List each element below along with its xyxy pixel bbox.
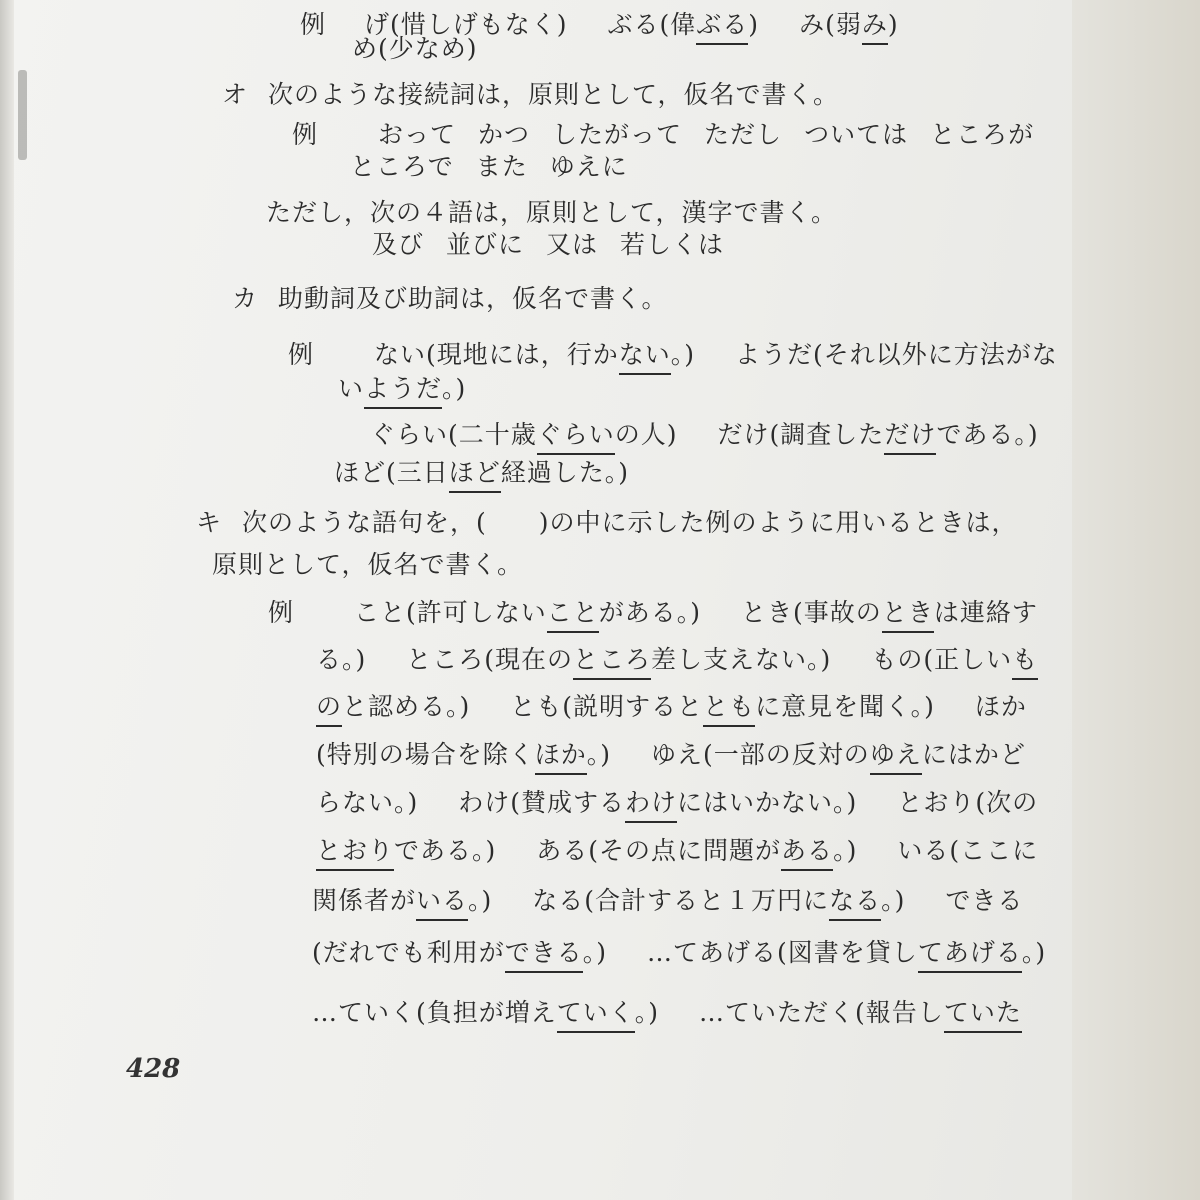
text-segment: ほど(三日 [334,458,449,487]
text-segment: かつ [478,120,531,149]
text-segment: 。) [468,886,493,915]
underlined-word: の [316,690,342,727]
text-segment: ) [887,10,899,39]
text-segment: もの(正しい [871,645,1013,674]
underlined-word: こと [547,596,599,633]
underlined-word: ほか [535,738,587,775]
text-segment: げ(惜しげもなく) [364,10,568,39]
underlined-word: だけ [884,418,936,455]
page-number: 428 [126,1054,181,1084]
text-line [232,282,668,316]
underlined-word: ていた [944,996,1022,1033]
text-line [316,738,1026,775]
text-segment: と認める。) [342,692,471,721]
text-segment: は連絡す [933,598,1038,627]
text-segment: わけ(賛成する [458,788,626,817]
text-segment: また [475,152,528,181]
text-segment: み(弱 [799,10,862,39]
text-segment: 。) [582,938,608,967]
text-line [316,786,1038,823]
item-label: オ [222,80,249,109]
text-segment: 関係者が [312,886,417,915]
text-line [312,936,1046,973]
text-segment: ぐらい(二十歳 [370,420,537,449]
text-segment: なる(合計すると１万円に [532,886,830,915]
underlined-word: とおり [316,834,394,871]
text-segment: できる [945,886,1024,915]
text-segment: ところが [930,120,1035,149]
text-line [316,690,1027,727]
text-segment: 次のような接続詞は，原則として，仮名で書く。 [268,80,840,109]
text-segment: ある(その点に問題が [536,836,782,865]
page-edge [1072,0,1200,1200]
page-gutter [0,0,14,1200]
item-label: カ [232,284,259,313]
text-segment: …てあげる(図書を貸し [647,938,918,967]
underlined-word: ていく [557,996,635,1033]
underlined-word: ぐらい [537,418,615,455]
text-segment: とおり(次の [897,788,1039,817]
text-line [268,596,1038,633]
text-segment: 。) [881,886,906,915]
text-segment: 及び [372,230,425,259]
text-segment: 。) [1021,938,1047,967]
item-label: キ [196,508,223,537]
text-segment: ほか [974,692,1027,721]
text-line [292,118,1034,152]
text-segment: い [338,374,365,403]
underlined-word: とき [882,596,934,633]
text-segment: ない(現地には，行か [374,340,619,369]
item-label: 例 [268,598,295,627]
text-segment: おって [378,120,457,149]
underlined-word: できる [505,936,583,973]
text-segment: 若しくは [620,230,725,259]
text-segment: め(少なめ) [352,34,478,63]
underlined-word: ところ [573,643,651,680]
text-segment: とき(事故の [741,598,882,627]
underlined-word: ぶる [696,8,748,45]
text-line [316,643,1038,680]
text-line [372,228,724,262]
text-segment: に意見を聞く。) [755,692,935,721]
text-segment: 原則として，仮名で書く。 [212,550,524,579]
text-segment: 並びに [446,230,525,259]
text-segment: の人) [614,420,678,449]
text-segment: 。) [442,374,467,403]
text-segment: 又は [546,230,599,259]
underlined-word: いる [416,884,468,921]
text-segment: らない。) [316,788,419,817]
text-line [312,996,1022,1033]
text-segment: 経過した。) [500,458,630,487]
underlined-word: ほど [449,456,501,493]
text-segment: ゆえ(一部の反対の [651,740,870,769]
text-segment: ようだ(それ以外に方法がな [735,340,1058,369]
underlined-word: ゆえ [870,738,922,775]
text-segment: がある。) [598,598,702,627]
text-segment: (だれでも利用が [312,938,505,967]
text-line [312,884,1023,921]
underlined-word: み [862,8,888,45]
text-segment: こと(許可しない [354,598,547,627]
text-segment: ところで [350,152,454,181]
text-line [266,196,837,230]
text-segment: 。) [670,340,696,369]
underlined-word: ない [619,338,671,375]
text-segment: 差し支えない。) [651,645,832,674]
text-line [338,372,466,409]
text-segment: とも(説明すると [510,692,704,721]
text-segment: ついては [804,120,909,149]
text-segment: にはかど [921,740,1026,769]
text-segment: 次のような語句を，( )の中に示した例のように用いるときは， [242,508,1018,537]
margin-mark [18,70,27,160]
text-segment: いる(ここに [897,836,1039,865]
text-segment: (特別の場合を除く [316,740,535,769]
underlined-word: ようだ [364,372,442,409]
text-line [316,834,1038,871]
text-segment: ただし，次の４語は，原則として，漢字で書く。 [266,198,838,227]
text-line [212,548,523,582]
text-segment: 。) [833,836,858,865]
text-segment: ) [748,10,760,39]
underlined-word: わけ [625,786,677,823]
text-segment: である。) [936,420,1039,449]
text-segment: …ていただく(報告し [699,998,944,1027]
text-segment: ゆえに [549,152,628,181]
text-segment: る。) [316,645,367,674]
text-segment: 助動詞及び助詞は，仮名で書く。 [278,284,668,313]
text-segment: ところ(現在の [406,645,574,674]
text-segment: 。) [634,998,660,1027]
text-line [370,418,1039,455]
text-segment: である。) [394,836,497,865]
text-segment: ぶる(偉 [607,10,697,39]
text-segment: …ていく(負担が増え [312,998,557,1027]
text-line [334,456,629,493]
underlined-word: なる [829,884,881,921]
underlined-word: とも [703,690,755,727]
text-line [196,506,1018,540]
text-segment: だけ(調査した [717,420,885,449]
text-line [350,150,628,184]
item-label: 例 [300,10,327,39]
underlined-word: ある [781,834,833,871]
item-label: 例 [292,120,319,149]
item-label: 例 [288,340,315,369]
underlined-word: てあげる [918,936,1022,973]
underlined-word: も [1012,643,1038,680]
text-line [288,338,1058,375]
text-line [352,32,478,66]
text-segment: にはいかない。) [677,788,858,817]
text-line [222,78,839,112]
text-segment: ただし [704,120,783,149]
text-segment: 。) [586,740,612,769]
text-segment: したがって [552,120,683,149]
